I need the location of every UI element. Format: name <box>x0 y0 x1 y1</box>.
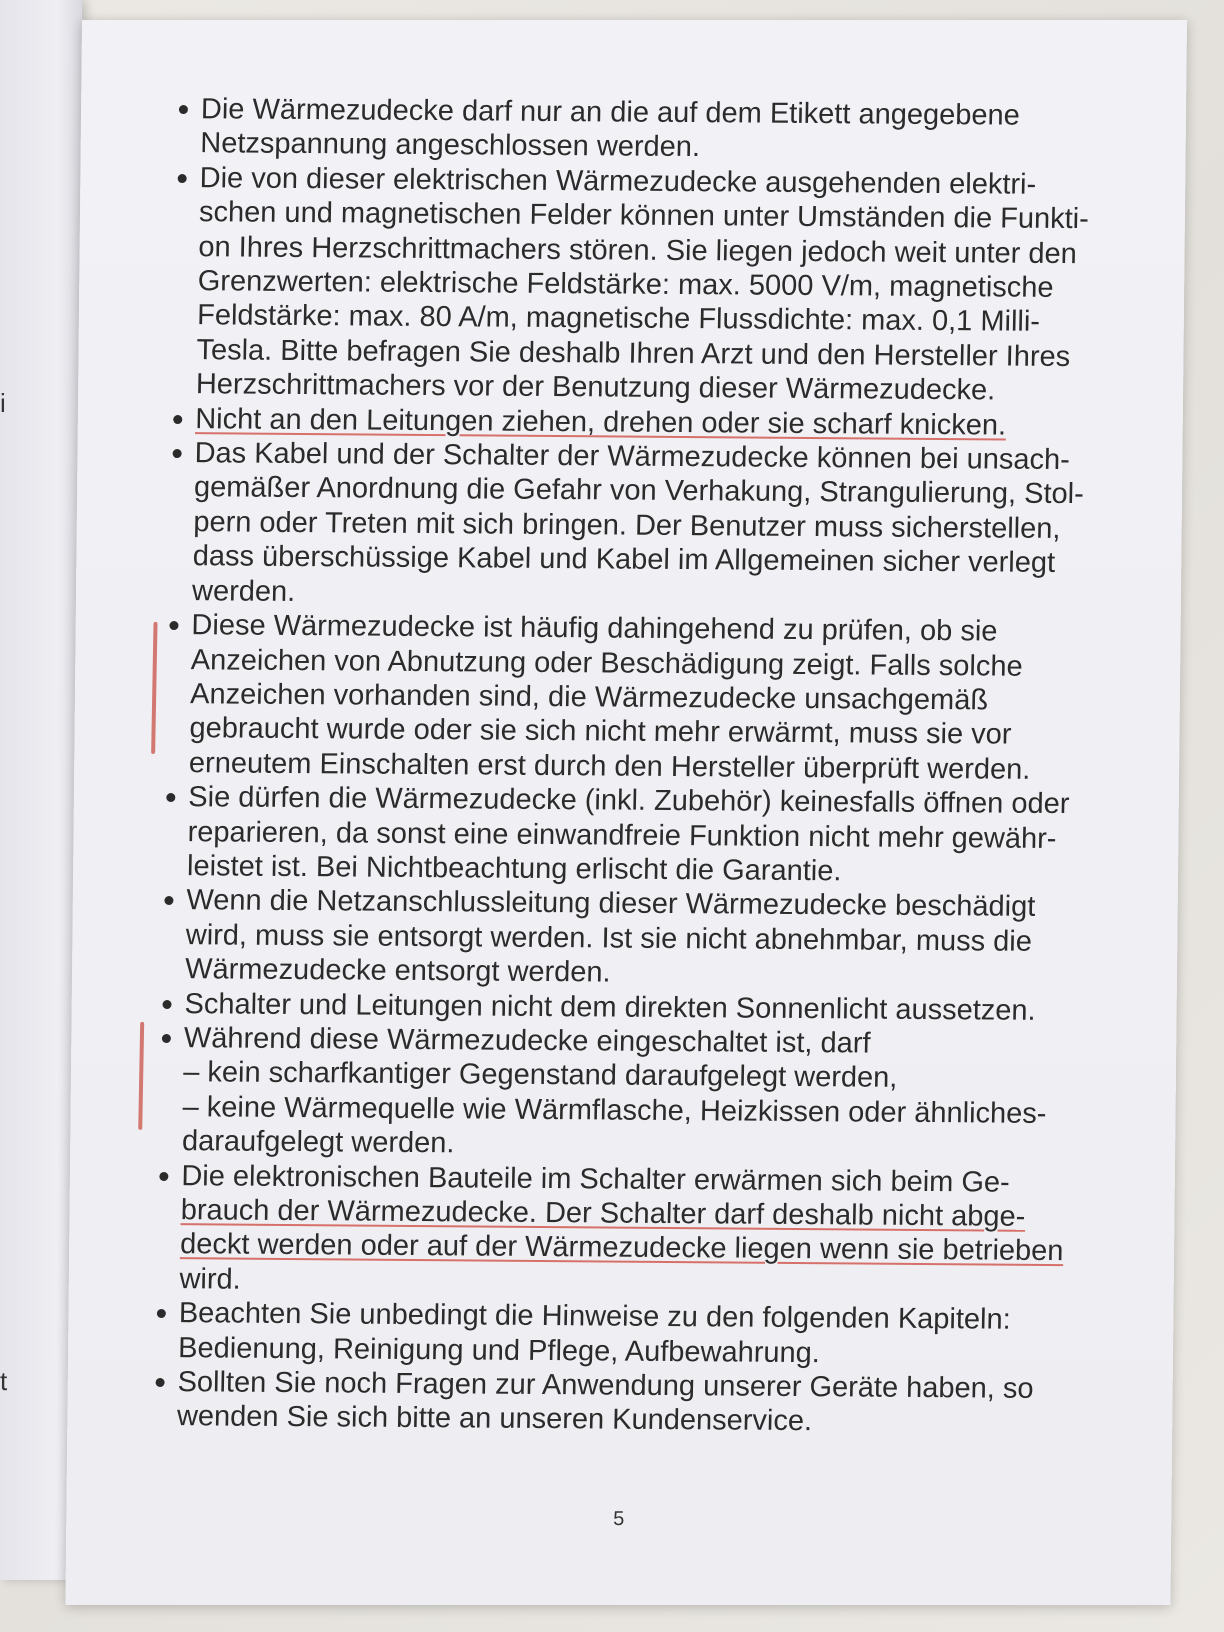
text-line: werden. <box>191 574 296 608</box>
list-item <box>154 1296 1145 1373</box>
text-line: leistet ist. Bei Nichtbeachtung erlischt die Garantie. <box>186 850 842 888</box>
text-line: Grenzwerten: elektrische Feldstärke: max. 5000 V/m, magnetische <box>197 265 1054 304</box>
manual-page <box>65 20 1187 1605</box>
text-line: gebraucht wurde oder sie sich nicht mehr erwärmt, muss sie vor <box>189 712 1012 751</box>
text-line: reparieren, da sonst eine einwandfreie Funktion nicht mehr gewähr- <box>187 815 1057 855</box>
page-body <box>153 92 1167 1442</box>
list-item <box>163 780 1155 891</box>
text-line: wenden Sie sich bitte an unseren Kundenservice. <box>176 1400 813 1438</box>
text-line: on Ihres Herzschrittmachers stören. Sie liegen jedoch weit unter den <box>198 230 1078 270</box>
text-line: pern oder Treten mit sich bringen. Der Benutzer muss sicherstellen, <box>193 506 1061 545</box>
text-line: Sie dürfen die Wärmezudecke (inkl. Zubehör) keinesfalls öffnen oder <box>188 781 1070 821</box>
list-item <box>158 1021 1150 1166</box>
text-line: – kein scharfkantiger Gegenstand daraufgelegt werden, <box>182 1056 898 1095</box>
left-page-fragment: i <box>0 388 6 418</box>
text-line: Die von dieser elektrischen Wärmezudecke ausgehenden elektri- <box>199 161 1037 201</box>
text-line: Wärmezudecke entsorgt werden. <box>184 953 611 989</box>
text-line: Schalter und Leitungen nicht dem direkten Sonnenlicht aussetzen. <box>184 987 1036 1027</box>
text-line: Diese Wärmezudecke ist häufig dahingehend zu prüfen, ob sie <box>191 609 998 648</box>
text-line: Netzspannung angeschlossen werden. <box>200 127 701 164</box>
text-line: daraufgelegt werden. <box>181 1125 455 1160</box>
text-line: Während diese Wärmezudecke eingeschaltet ist, darf <box>183 1022 871 1060</box>
text-line: – keine Wärmequelle wie Wärmflasche, Heizkissen oder ähnliches- <box>182 1090 1047 1130</box>
list-item <box>153 1365 1144 1442</box>
text-line: Anzeichen vorhanden sind, die Wärmezudecke unsachgemäß <box>189 678 989 717</box>
list-item <box>165 608 1158 788</box>
text-line: Bedienung, Reinigung und Pflege, Aufbewahrung. <box>177 1331 821 1369</box>
text-line: Herzschrittmachers vor der Benutzung dieser Wärmezudecke. <box>195 368 996 407</box>
left-page-fragment: t <box>0 1366 8 1396</box>
text-line: Die elektronischen Bauteile im Schalter erwärmen sich beim Ge- <box>181 1159 1011 1199</box>
list-item <box>172 161 1166 410</box>
text-line: wird, muss sie entsorgt werden. Ist sie nicht abnehmbar, muss die <box>185 918 1033 958</box>
text-line: Feldstärke: max. 80 A/m, magnetische Flussdichte: max. 0,1 Milli- <box>196 299 1041 339</box>
text-line: Tesla. Bitte befragen Sie deshalb Ihren Arzt und den Hersteller Ihres <box>196 334 1071 373</box>
text-line: Die Wärmezudecke darf nur an die auf dem Etikett angegebene <box>200 93 1021 132</box>
list-item <box>155 1159 1147 1304</box>
text-line: Das Kabel und der Schalter der Wärmezudecke können bei unsach- <box>194 437 1071 477</box>
text-line: gemäßer Anordnung die Gefahr von Verhakung, Strangulierung, Stol- <box>193 471 1085 511</box>
text-line: Nicht an den Leitungen ziehen, drehen oder sie scharf knicken. <box>194 402 1007 442</box>
text-line: Anzeichen von Abnutzung oder Beschädigung zeigt. Falls solche <box>190 643 1023 683</box>
margin-pen-mark <box>138 1022 144 1130</box>
text-line: dass überschüssige Kabel und Kabel im Allgemeinen sicher verlegt <box>192 540 1056 580</box>
safety-instructions-list <box>153 92 1167 1442</box>
list-item <box>176 92 1167 169</box>
page-number: 5 <box>613 1508 625 1530</box>
text-line: Beachten Sie unbedingt die Hinweise zu den folgenden Kapiteln: <box>178 1297 1011 1336</box>
text-line: Wenn die Netzanschlussleitung dieser Wärmezudecke beschädigt <box>186 884 1036 924</box>
list-item <box>168 436 1161 616</box>
text-line: brauch der Wärmezudecke. Der Schalter darf deshalb nicht abge- <box>180 1194 1026 1233</box>
margin-pen-mark <box>151 622 157 754</box>
text-line: Sollten Sie noch Fragen zur Anwendung unserer Geräte haben, so <box>177 1366 1034 1405</box>
text-line: deckt werden oder auf der Wärmezudecke liegen wenn sie betrieben <box>179 1228 1064 1268</box>
list-item <box>161 883 1153 994</box>
text-line: erneutem Einschalten erst durch den Hersteller überprüft werden. <box>188 746 1031 786</box>
text-line: schen und magnetischen Felder können unter Umständen die Funkti- <box>198 196 1090 236</box>
text-line: wird. <box>179 1262 242 1296</box>
